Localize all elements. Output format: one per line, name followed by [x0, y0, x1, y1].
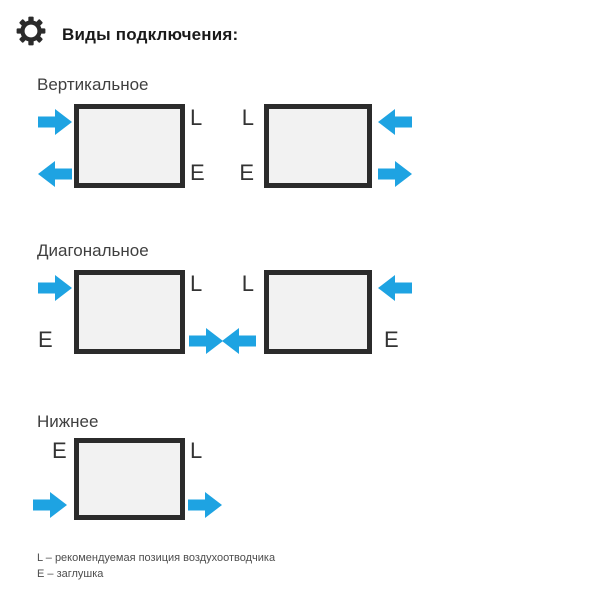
page-title: Виды подключения:	[62, 25, 239, 44]
plug-label: E	[52, 438, 67, 463]
flow-in-arrow	[378, 275, 412, 301]
legend-line-air-vent: L – рекомендуемая позиция воздухоотводчика	[37, 552, 276, 564]
section-title-vertical: Вертикальное	[37, 75, 149, 94]
air-vent-label: L	[241, 105, 254, 130]
section-title-diagonal: Диагональное	[37, 241, 149, 260]
plug-label: E	[38, 327, 53, 352]
radiator-box	[264, 270, 372, 354]
flow-in-arrow	[378, 109, 412, 135]
air-vent-label: L	[190, 438, 203, 463]
air-vent-label: L	[241, 271, 254, 296]
radiator-box	[74, 270, 185, 354]
legend-line-plug: E – заглушка	[37, 568, 104, 580]
flow-in-arrow	[33, 492, 67, 518]
radiator-box	[74, 104, 185, 188]
flow-out-arrow	[189, 328, 223, 354]
flow-out-arrow	[188, 492, 222, 518]
flow-in-arrow	[38, 109, 72, 135]
plug-label: E	[384, 327, 399, 352]
flow-out-arrow	[222, 328, 256, 354]
flow-in-arrow	[38, 275, 72, 301]
plug-label: E	[190, 160, 205, 185]
air-vent-label: L	[190, 271, 203, 296]
flow-out-arrow	[378, 161, 412, 187]
radiator-box	[264, 104, 372, 188]
plug-label: E	[239, 160, 254, 185]
air-vent-label: L	[190, 105, 203, 130]
gear-icon	[15, 15, 47, 47]
flow-out-arrow	[38, 161, 72, 187]
section-title-bottom: Нижнее	[37, 412, 99, 431]
radiator-box	[74, 438, 185, 520]
